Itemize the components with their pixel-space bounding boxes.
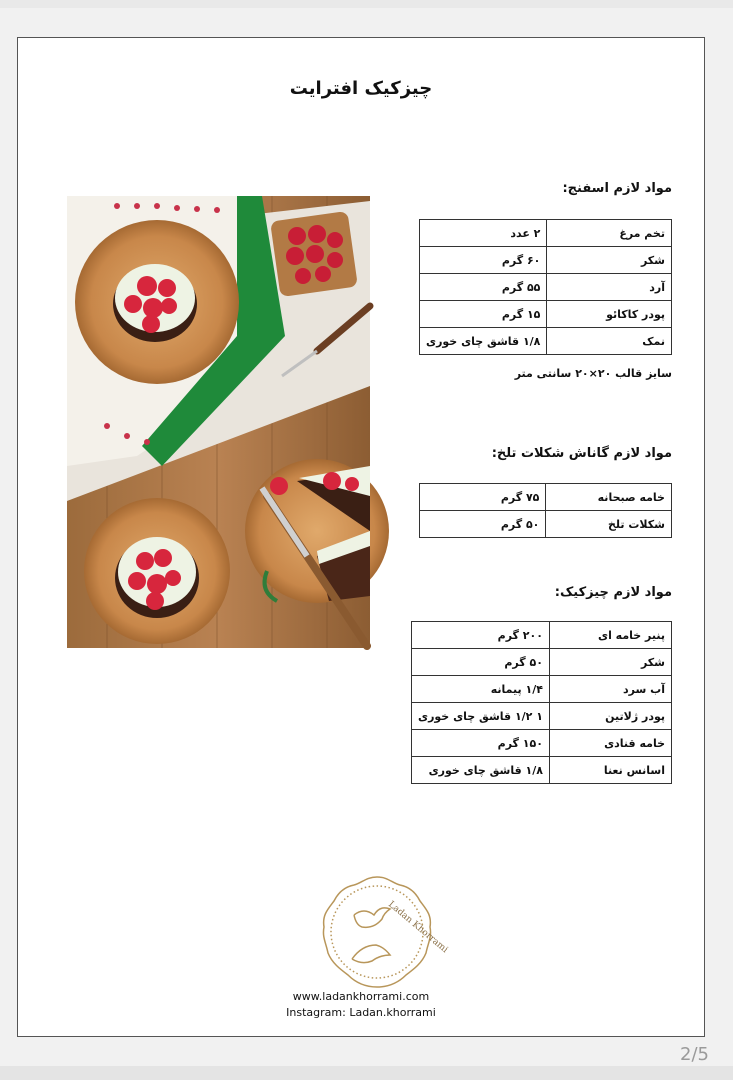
ingredient-row [420, 220, 672, 247]
ingredient-name: آب سرد [549, 676, 671, 703]
ingredient-row [412, 622, 672, 649]
ingredient-row [412, 703, 672, 730]
ingredient-amount: ۱/۸ قاشق چای خوری [412, 757, 550, 784]
ingredient-row [420, 274, 672, 301]
viewer-bottom-bar [0, 1066, 733, 1080]
ingredient-name: پودر کاکائو [547, 301, 672, 328]
ganache-heading: مواد لازم گاناش شکلات تلخ: [491, 446, 672, 461]
ingredient-row [420, 328, 672, 355]
ingredient-amount: ۱/۸ قاشق چای خوری [420, 328, 547, 355]
ingredient-row [412, 757, 672, 784]
ingredient-row [412, 730, 672, 757]
ingredient-amount: ۶۰ گرم [420, 247, 547, 274]
ingredient-row [412, 649, 672, 676]
ingredient-row [420, 247, 672, 274]
brand-logo [318, 873, 450, 991]
ingredient-name: خامه قنادی [549, 730, 671, 757]
cheesecake-ingredients-table [411, 621, 672, 784]
cheesecake-photo [67, 196, 370, 648]
ingredient-row [412, 676, 672, 703]
ingredient-amount: ۵۰ گرم [420, 511, 546, 538]
ingredient-row [420, 511, 672, 538]
ingredient-amount: ۱۵ گرم [420, 301, 547, 328]
ingredient-name: شکر [547, 247, 672, 274]
ingredient-name: پنیر خامه ای [549, 622, 671, 649]
footer-instagram[interactable]: Instagram: Ladan.khorrami [286, 1006, 436, 1019]
footer-website[interactable]: www.ladankhorrami.com [292, 990, 430, 1003]
ingredient-name: خامه صبحانه [546, 484, 672, 511]
sponge-heading: مواد لازم اسفنج: [562, 181, 672, 196]
ingredient-name: شکلات تلخ [546, 511, 672, 538]
ganache-ingredients-table [419, 483, 672, 538]
ingredient-name: پودر ژلاتین [549, 703, 671, 730]
ingredient-amount: ۱/۴ پیمانه [412, 676, 550, 703]
page-indicator: 2/5 [680, 1044, 709, 1065]
ingredient-amount: ۱ ۱/۲ قاشق چای خوری [412, 703, 550, 730]
ingredient-name: تخم مرغ [547, 220, 672, 247]
ingredient-amount: ۷۵ گرم [420, 484, 546, 511]
ingredient-name: شکر [549, 649, 671, 676]
ingredient-amount: ۲ عدد [420, 220, 547, 247]
ingredient-name: اسانس نعنا [549, 757, 671, 784]
ingredient-row [420, 301, 672, 328]
viewer-top-bar [0, 0, 733, 8]
ingredient-row [420, 484, 672, 511]
logo-text: Ladan Khorrami [386, 899, 450, 956]
recipe-title: چیزکیک افترایت [289, 78, 433, 99]
cheesecake-heading: مواد لازم چیزکیک: [554, 585, 672, 600]
ingredient-amount: ۱۵۰ گرم [412, 730, 550, 757]
ingredient-amount: ۲۰۰ گرم [412, 622, 550, 649]
ingredient-name: نمک [547, 328, 672, 355]
pan-size-note: سایز قالب ۲۰×۲۰ سانتی متر [514, 367, 672, 380]
document-page [17, 37, 705, 1037]
ingredient-amount: ۵۵ گرم [420, 274, 547, 301]
sponge-ingredients-table [419, 219, 672, 355]
ingredient-amount: ۵۰ گرم [412, 649, 550, 676]
ingredient-name: آرد [547, 274, 672, 301]
